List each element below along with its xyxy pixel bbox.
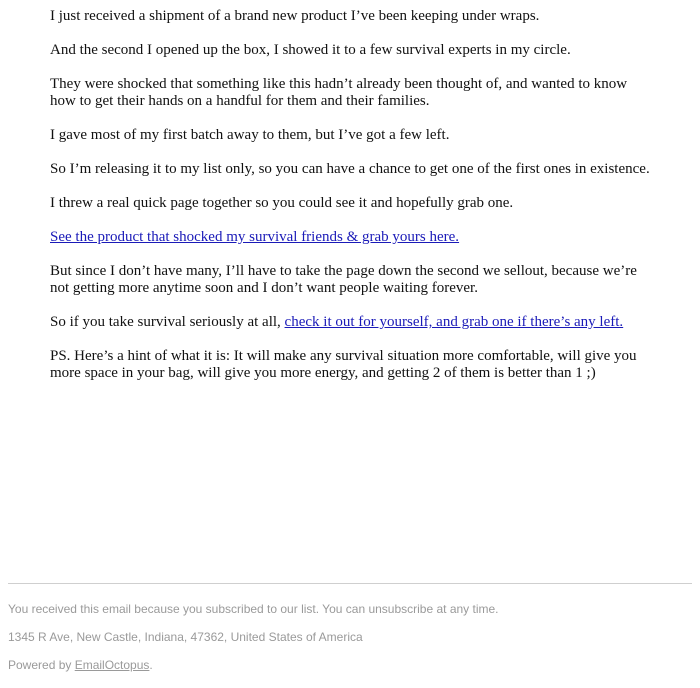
paragraph-experts-shocked: They were shocked that something like this hadn’t already been thought of, and wanted to know how to get their hands on a handful for them and their families.	[50, 76, 628, 109]
powered-by	[8, 658, 692, 672]
paragraph-take-page-down: But since I don’t have many, I’ll have to take the page down the second we sellout, because we’re not getting more anytime soon and I don’t want people waiting forever.	[50, 263, 637, 296]
product-link[interactable]: See the product that shocked my survival friends & grab yours here.	[50, 229, 460, 245]
survival-seriously-text: So if you take survival seriously at all,	[50, 314, 285, 330]
paragraph-take-survival-seriously	[50, 314, 650, 331]
powered-by-period: .	[149, 658, 153, 672]
paragraph-first-batch: I gave most of my first batch away to them, but I’ve got a few left.	[50, 127, 450, 143]
subscription-notice: You received this email because you subscribed to our list. You can unsubscribe at any time.	[8, 602, 499, 616]
paragraph-shipment: I just received a shipment of a brand new product I’ve been keeping under wraps.	[50, 8, 540, 24]
emailoctopus-link[interactable]: EmailOctopus	[74, 658, 150, 672]
email-footer	[8, 602, 692, 686]
footer-divider	[8, 583, 692, 584]
paragraph-quick-page: I threw a real quick page together so you could see it and hopefully grab one.	[50, 195, 514, 211]
paragraph-ps-hint: PS. Here’s a hint of what it is: It will make any survival situation more comfortable, will give you more space in your bag, will give you more energy, and getting 2 of them is better than 1 ;)	[50, 348, 637, 381]
powered-by-text: Powered by	[8, 658, 75, 672]
paragraph-releasing-to-list: So I’m releasing it to my list only, so you can have a chance to get one of the first ones in existence.	[50, 161, 650, 177]
paragraph-product-link	[50, 229, 650, 246]
sender-address: 1345 R Ave, New Castle, Indiana, 47362, United States of America	[8, 630, 363, 644]
email-body	[50, 8, 650, 399]
paragraph-showed-experts: And the second I opened up the box, I showed it to a few survival experts in my circle.	[50, 42, 571, 58]
check-it-out-link[interactable]: check it out for yourself, and grab one if there’s any left.	[284, 314, 624, 330]
